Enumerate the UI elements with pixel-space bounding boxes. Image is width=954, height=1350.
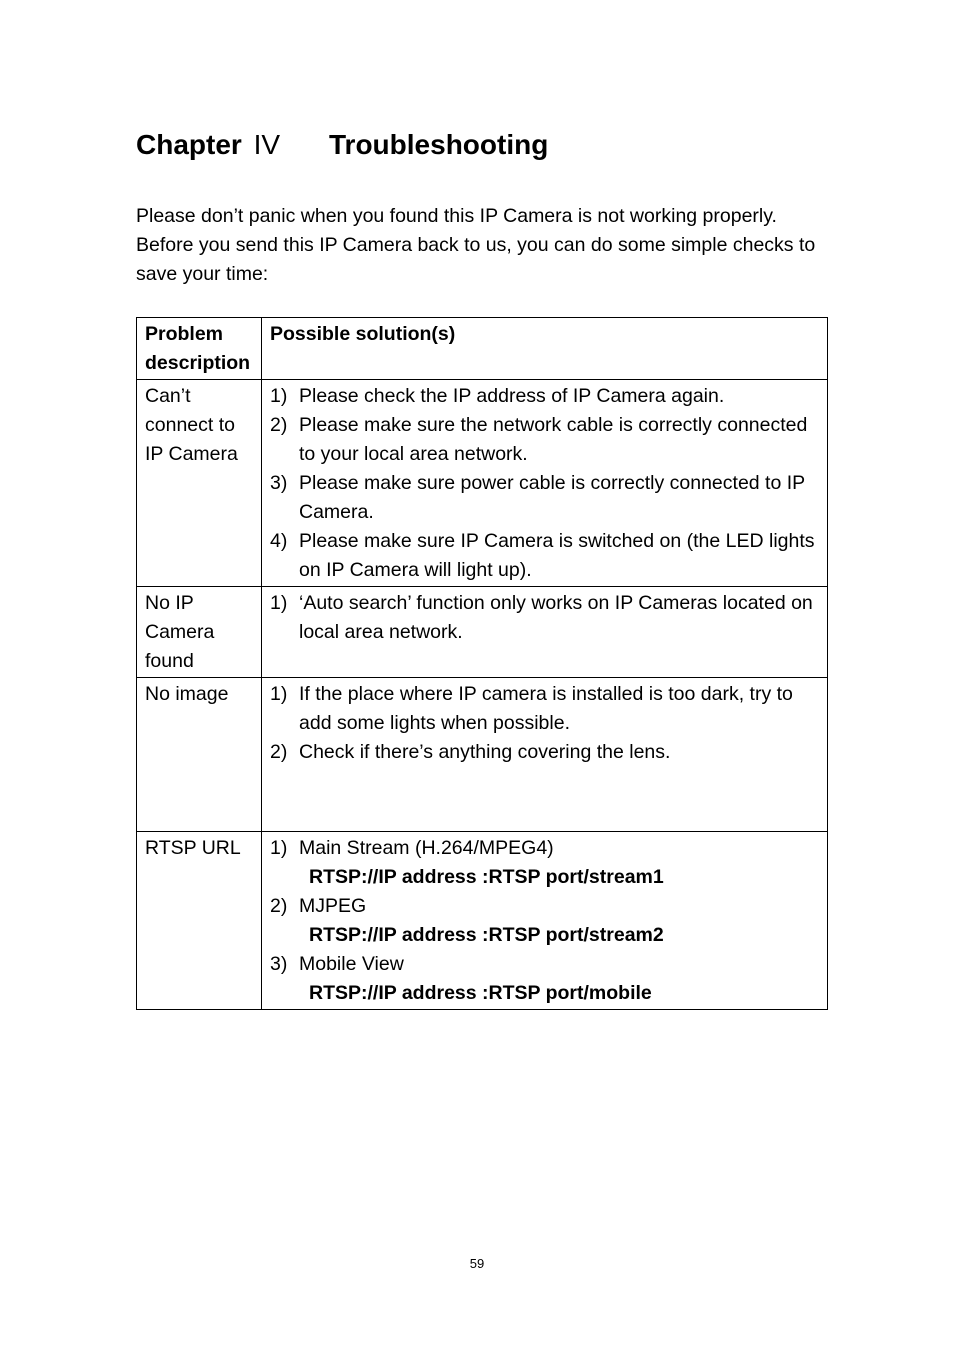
solution-cell bbox=[262, 832, 828, 1010]
item-text: If the place where IP camera is installed is too dark, try to add some lights when possible. bbox=[299, 683, 793, 734]
problem-cell: No image bbox=[137, 678, 262, 832]
chapter-number: IV bbox=[253, 129, 281, 160]
chapter-heading bbox=[136, 126, 549, 164]
rtsp-url: RTSP://IP address :RTSP port/stream1 bbox=[309, 866, 664, 888]
table-row bbox=[137, 832, 828, 1010]
solution-list bbox=[270, 680, 819, 767]
list-item bbox=[270, 892, 819, 950]
troubleshooting-table bbox=[136, 317, 828, 1010]
item-number: 2) bbox=[270, 741, 288, 763]
item-number: 2) bbox=[270, 414, 288, 436]
solution-list bbox=[270, 589, 819, 647]
list-item bbox=[270, 589, 819, 647]
item-number: 3) bbox=[270, 953, 288, 975]
problem-cell: Can’t connect to IP Camera bbox=[137, 380, 262, 587]
item-text: Please make sure IP Camera is switched on (the LED lights on IP Camera will light up). bbox=[299, 530, 815, 581]
item-text: Check if there’s anything covering the lens. bbox=[299, 741, 671, 763]
chapter-word: Chapter bbox=[136, 129, 242, 160]
problem-cell: No IP Camera found bbox=[137, 587, 262, 678]
header-solution: Possible solution(s) bbox=[262, 318, 828, 380]
solution-cell bbox=[262, 587, 828, 678]
list-item bbox=[270, 738, 819, 767]
item-number: 3) bbox=[270, 472, 288, 494]
item-text: ‘Auto search’ function only works on IP Cameras located on local area network. bbox=[299, 592, 813, 643]
item-text: Please make sure the network cable is correctly connected to your local area network. bbox=[299, 414, 808, 465]
solution-cell bbox=[262, 678, 828, 832]
item-number: 1) bbox=[270, 683, 288, 705]
table-row bbox=[137, 380, 828, 587]
solution-cell bbox=[262, 380, 828, 587]
table-row bbox=[137, 587, 828, 678]
item-text: Please check the IP address of IP Camera again. bbox=[299, 385, 725, 407]
list-item bbox=[270, 411, 819, 469]
table-header-row bbox=[137, 318, 828, 380]
item-text: Please make sure power cable is correctly connected to IP Camera. bbox=[299, 472, 805, 523]
item-number: 1) bbox=[270, 385, 288, 407]
item-text: Mobile View bbox=[299, 953, 404, 975]
item-number: 1) bbox=[270, 837, 288, 859]
item-number: 1) bbox=[270, 592, 288, 614]
header-problem: Problem description bbox=[137, 318, 262, 380]
chapter-title: Troubleshooting bbox=[329, 129, 549, 160]
list-item bbox=[270, 950, 819, 1008]
list-item bbox=[270, 680, 819, 738]
page-number: 59 bbox=[469, 1256, 485, 1271]
rtsp-url: RTSP://IP address :RTSP port/mobile bbox=[309, 982, 652, 1004]
list-item bbox=[270, 834, 819, 892]
solution-list bbox=[270, 834, 819, 1008]
item-text: MJPEG bbox=[299, 895, 367, 917]
intro-paragraph: Please don’t panic when you found this IP Camera is not working properly. Before you send this IP Camera back to us, you can do some simple checks to save your time: bbox=[136, 205, 816, 285]
item-text: Main Stream (H.264/MPEG4) bbox=[299, 837, 554, 859]
solution-list bbox=[270, 382, 819, 585]
problem-cell: RTSP URL bbox=[137, 832, 262, 1010]
list-item bbox=[270, 382, 819, 411]
item-number: 4) bbox=[270, 530, 288, 552]
rtsp-url: RTSP://IP address :RTSP port/stream2 bbox=[309, 924, 664, 946]
table-row bbox=[137, 678, 828, 832]
list-item bbox=[270, 527, 819, 585]
list-item bbox=[270, 469, 819, 527]
item-number: 2) bbox=[270, 895, 288, 917]
